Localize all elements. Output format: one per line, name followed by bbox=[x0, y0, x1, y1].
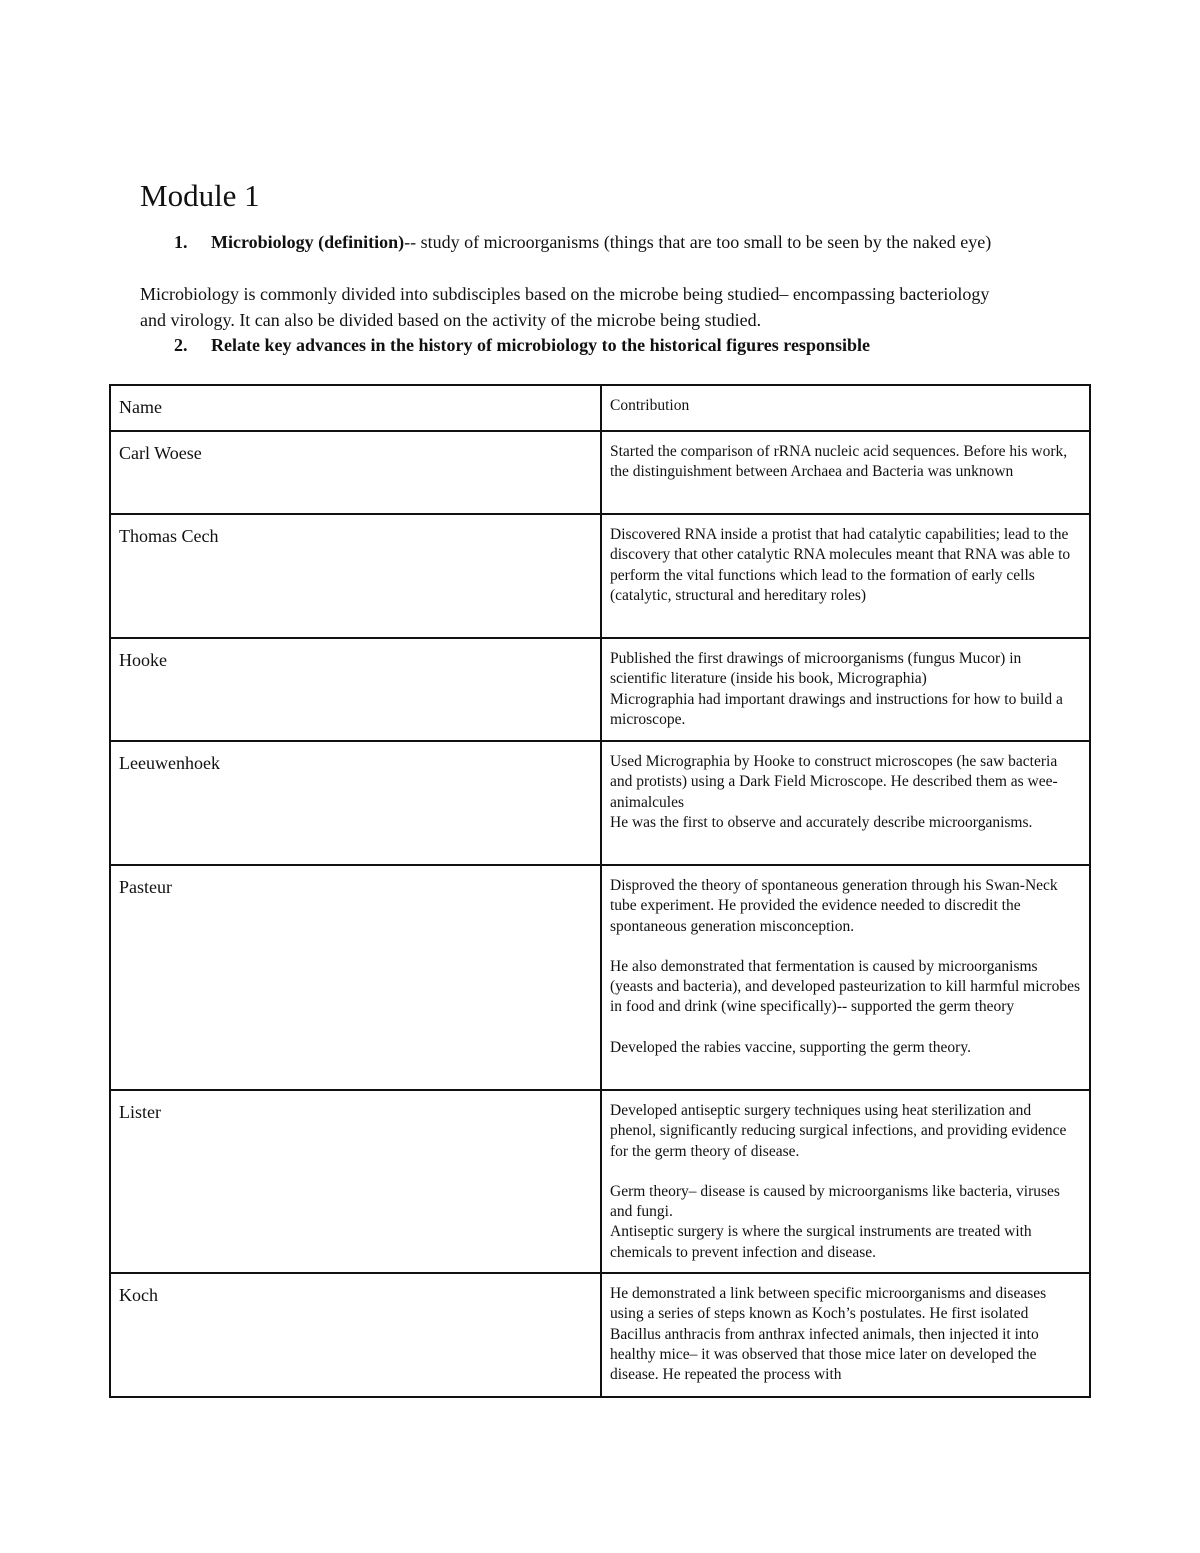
scientist-name: Leeuwenhoek bbox=[110, 741, 601, 865]
contributions-table bbox=[109, 384, 1091, 1398]
table-row bbox=[110, 514, 1090, 638]
scientist-name: Koch bbox=[110, 1273, 601, 1397]
module-title: Module 1 bbox=[140, 178, 260, 213]
scientist-name: Lister bbox=[110, 1090, 601, 1273]
table-row bbox=[110, 638, 1090, 741]
table-row bbox=[110, 741, 1090, 865]
contribution-text: Developed antiseptic surgery techniques using heat sterilization and phenol, significantly reducing surgical infections, and providing evidence for the germ theory of disease. bbox=[610, 1102, 1067, 1160]
contribution-cell bbox=[601, 514, 1090, 638]
contribution-cell bbox=[601, 1273, 1090, 1397]
contribution-text: Disproved the theory of spontaneous generation through his Swan-Neck tube experiment. He provided the evidence needed to discredit the spontaneous generation misconception. bbox=[610, 877, 1058, 935]
list-number: 2. bbox=[174, 335, 188, 355]
contribution-text: Micrographia had important drawings and instructions for how to build a microscope. bbox=[610, 690, 1063, 728]
scientist-name: Thomas Cech bbox=[110, 514, 601, 638]
scientist-name: Pasteur bbox=[110, 865, 601, 1090]
contribution-text: Started the comparison of rRNA nucleic acid sequences. Before his work, the distinguishment between Archaea and Bacteria was unknown bbox=[610, 443, 1068, 481]
list-item-body bbox=[211, 229, 1041, 255]
paragraph-gap bbox=[610, 1162, 1081, 1182]
scientist-name: Hooke bbox=[110, 638, 601, 741]
list-number: 1. bbox=[174, 232, 188, 252]
contribution-cell bbox=[601, 431, 1090, 514]
table-row bbox=[110, 1090, 1090, 1273]
contribution-cell bbox=[601, 638, 1090, 741]
scientist-name: Carl Woese bbox=[110, 431, 601, 514]
intro-paragraph: Microbiology is commonly divided into subdisciples based on the microbe being studied– encompassing bacteriology and virology. It can also be divided based on the activity of the microbe being studied. bbox=[140, 284, 990, 330]
paragraph-gap bbox=[610, 937, 1081, 957]
contribution-text: Antiseptic surgery is where the surgical instruments are treated with chemicals to prevent infection and disease. bbox=[610, 1223, 1032, 1261]
table-row bbox=[110, 1273, 1090, 1397]
contribution-cell bbox=[601, 741, 1090, 865]
contribution-cell bbox=[601, 1090, 1090, 1273]
contribution-text: He also demonstrated that fermentation is caused by microorganisms (yeasts and bacteria), and developed pasteurization to kill harmful microbes in food and drink (wine specifically)-- supported the germ theory bbox=[610, 957, 1080, 1016]
contribution-text: Developed the rabies vaccine, supporting the germ theory. bbox=[610, 1038, 971, 1056]
table-row bbox=[110, 865, 1090, 1090]
definition-text: -- study of microorganisms (things that are too small to be seen by the naked eye) bbox=[404, 232, 992, 252]
contribution-text: Used Micrographia by Hooke to construct microscopes (he saw bacteria and protists) using a Dark Field Microscope. He described them as wee-animalcules bbox=[610, 753, 1058, 811]
table-row bbox=[110, 431, 1090, 514]
contribution-text: Published the first drawings of microorganisms (fungus Mucor) in scientific literature (inside his book, Micrographia) bbox=[610, 650, 1022, 688]
contribution-text: He was the first to observe and accurately describe microorganisms. bbox=[610, 813, 1033, 831]
contribution-text: He demonstrated a link between specific microorganisms and diseases using a series of steps known as Koch’s postulates. He first isolated Bacillus anthracis from anthrax infected animals, then injected it into healthy mice– it was observed that those mice later on developed the disease. He repeated the process with bbox=[610, 1285, 1047, 1384]
contribution-text: Discovered RNA inside a protist that had catalytic capabilities; lead to the discovery that other catalytic RNA molecules meant that RNA was able to perform the vital functions which lead to the formation of early cells (catalytic, structural and hereditary roles) bbox=[610, 526, 1071, 604]
paragraph-gap bbox=[610, 1018, 1081, 1038]
header-name: Name bbox=[110, 385, 601, 431]
definition-term: Microbiology (definition) bbox=[211, 232, 405, 252]
contribution-text: Germ theory– disease is caused by microorganisms like bacteria, viruses and fungi. bbox=[610, 1182, 1060, 1221]
header-contribution: Contribution bbox=[601, 385, 1090, 431]
history-heading: Relate key advances in the history of microbiology to the historical figures responsible bbox=[211, 335, 870, 355]
contribution-cell bbox=[601, 865, 1090, 1090]
table-header-row bbox=[110, 385, 1090, 431]
